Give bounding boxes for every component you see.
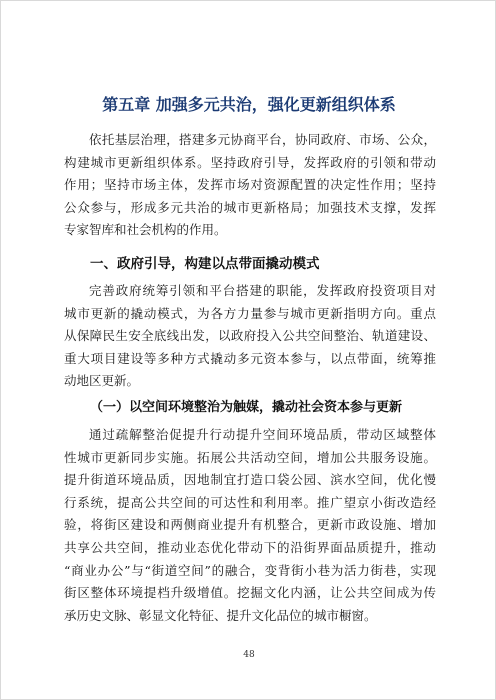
section1-line: 城市更新的撬动模式，为各方力量参与城市更新指明方向。重点 xyxy=(64,305,436,321)
section1-line: 完善政府统筹引领和平台搭建的职能，发挥政府投资项目对 xyxy=(89,283,436,298)
subsection1-line: 验，将街区建设和两侧商业提升有机整合，更新市政设施、增加 xyxy=(64,517,436,533)
subsection1-line: 街区整体环境提档升级增值。挖掘文化内涵，让公共空间成为传 xyxy=(64,585,436,601)
section1-line: 从保障民生安全底线出发，以政府投入公共空间整治、轨道建设、 xyxy=(64,328,436,344)
section1-line: 重大项目建设等多种方式撬动多元资本参与，以点带面，统筹推 xyxy=(64,350,436,366)
subsection1-line: 承历史文脉、彰显文化特征、提升文化品位的城市橱窗。 xyxy=(64,607,377,623)
subsection1-line: 通过疏解整治促提升行动提升空间环境品质，带动区域整体 xyxy=(89,427,436,442)
page-number: 48 xyxy=(243,650,255,660)
subsection1-line: 性城市更新同步实施。拓展公共活动空间，增加公共服务设施。 xyxy=(64,449,436,465)
intro-line: 作用；坚持市场主体，发挥市场对资源配置的决定性作用；坚持 xyxy=(64,177,436,193)
intro-line: 公众参与，形成多元共治的城市更新格局；加强技术支撑，发挥 xyxy=(64,199,436,215)
intro-line: 构建城市更新组织体系。坚持政府引导，发挥政府的引领和带动 xyxy=(64,154,436,170)
subsection1-line: “商业办公”与“街道空间”的融合，变背街小巷为活力街巷，实现 xyxy=(64,562,436,578)
subsection1-line: 行系统，提高公共空间的可达性和利用率。推广望京小街改造经 xyxy=(64,494,436,510)
section1-line: 动地区更新。 xyxy=(64,373,140,389)
chapter-title: 第五章 加强多元共治，强化更新组织体系 xyxy=(102,95,396,114)
intro-line: 专家智库和社会机构的作用。 xyxy=(64,222,227,238)
section-heading: 一、政府引导，构建以点带面撬动模式 xyxy=(90,256,320,272)
subsection1-paragraph xyxy=(64,424,436,627)
subsection-heading: （一）以空间环境整治为触媒，撬动社会资本参与更新 xyxy=(90,400,403,415)
subsection1-line: 提升街道环境品质，因地制宜打造口袋公园、滨水空间，优化慢 xyxy=(64,472,436,488)
intro-line: 依托基层治理，搭建多元协商平台，协同政府、市场、公众， xyxy=(89,132,436,147)
subsection1-line: 共享公共空间，推动业态优化带动下的沿街界面品质提升，推动 xyxy=(64,539,436,555)
intro-paragraph xyxy=(64,129,436,242)
section1-paragraph xyxy=(64,280,436,393)
